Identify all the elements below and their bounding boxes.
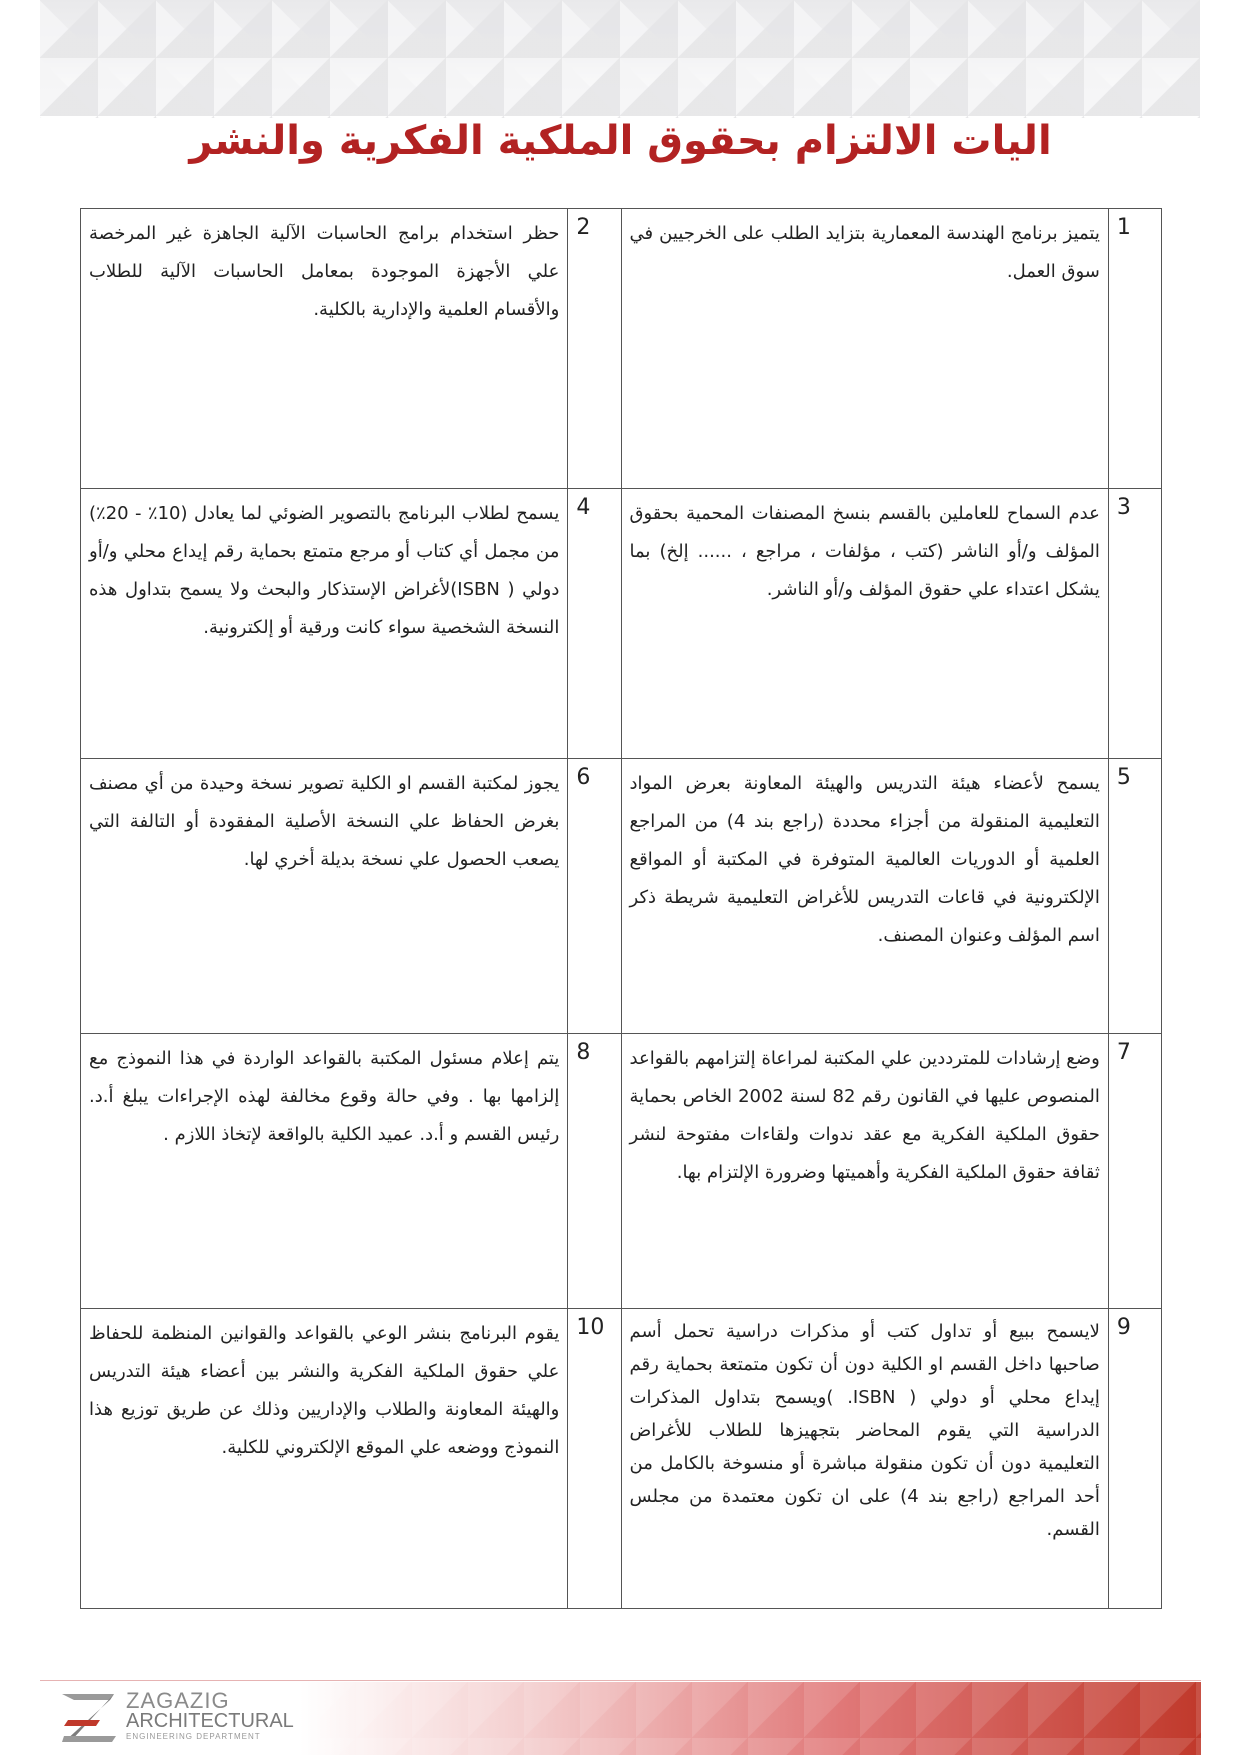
row-text: وضع إرشادات للمترددين علي المكتبة لمراعاة إلتزامهم بالقواعد المنصوص عليها في القانون رقم 82 لسنة 2002 الخاص بحماية حقوق الملكية الفكرية مع عقد ندوات ولقاءات مفتوحة لنشر ثقافة حقوق الملكية الفكرية وأهميتها وضرورة الإلتزام بها. xyxy=(621,1034,1108,1309)
row-text: حظر استخدام برامج الحاسبات الآلية الجاهزة غير المرخصة علي الأجهزة الموجودة بمعامل الحاسبات الآلية للطلاب والأقسام العلمية والإدارية بالكلية. xyxy=(81,209,568,489)
row-number: 5 xyxy=(1108,759,1161,1034)
department-logo xyxy=(60,1688,294,1750)
row-text: يسمح لطلاب البرنامج بالتصوير الضوئي لما يعادل (10٪ - 20٪) من مجمل أي كتاب أو مرجع متمتع بحماية رقم إيداع محلي و/أو دولي ( ISBN)لأغراض الإستذكار والبحث ولا يسمح بتداول هذه النسخة الشخصية سواء كانت ورقية أو إلكترونية. xyxy=(81,489,568,759)
row-text: يجوز لمكتبة القسم او الكلية تصوير نسخة وحيدة من أي مصنف بغرض الحفاظ علي النسخة الأصلية المفقودة أو التالفة التي يصعب الحصول علي نسخة بديلة أخري لها. xyxy=(81,759,568,1034)
row-number: 4 xyxy=(568,489,621,759)
logo-mark-icon xyxy=(60,1690,118,1746)
row-number: 1 xyxy=(1108,209,1161,489)
page-title: اليات الالتزام بحقوق الملكية الفكرية والنشر xyxy=(189,118,1052,164)
row-number: 9 xyxy=(1108,1309,1161,1609)
row-text: يقوم البرنامج بنشر الوعي بالقواعد والقوانين المنظمة للحفاظ علي حقوق الملكية الفكرية والنشر بين أعضاء هيئة التدريس والهيئة المعاونة والطلاب والإداريين وذلك عن طريق توزيع هذا النموذج ووضعه علي الموقع الإلكتروني للكلية. xyxy=(81,1309,568,1609)
row-text: لايسمح ببيع أو تداول كتب أو مذكرات دراسية تحمل أسم صاحبها داخل القسم او الكلية دون أن تكون متمتعة بحماية رقم إيداع محلي أو دولي ( ISBN. )ويسمح بتداول المذكرات الدراسية التي يقوم المحاضر بتجهيزها للطلاب للأغراض التعليمية دون أن تكون منقولة مباشرة أو منسوخة بالكامل من أحد المراجع (راجع بند 4) على ان تكون معتمدة من مجلس القسم. xyxy=(621,1309,1108,1609)
header-pattern xyxy=(40,0,1200,118)
footer-divider xyxy=(40,1680,1201,1681)
row-text: يتم إعلام مسئول المكتبة بالقواعد الواردة في هذا النموذج مع إلزامها بها . وفي حالة وقوع مخالفة لهذه الإجراءات يبلغ أ.د. رئيس القسم و أ.د. عميد الكلية بالواقعة لإتخاذ اللازم . xyxy=(81,1034,568,1309)
table-row xyxy=(81,759,1162,1034)
row-number: 6 xyxy=(568,759,621,1034)
row-text: يسمح لأعضاء هيئة التدريس والهيئة المعاونة بعرض المواد التعليمية المنقولة من أجزاء محددة (راجع بند 4) من المراجع العلمية أو الدوريات العالمية المتوفرة في المكتبة أو المواقع الإلكترونية في قاعات التدريس للأغراض التعليمية شريطة ذكر اسم المؤلف وعنوان المصنف. xyxy=(621,759,1108,1034)
row-number: 2 xyxy=(568,209,621,489)
logo-line2: ARCHITECTURAL xyxy=(126,1710,294,1732)
row-number: 3 xyxy=(1108,489,1161,759)
table-row xyxy=(81,489,1162,759)
logo-line1: ZAGAZIG xyxy=(126,1688,230,1713)
mechanisms-table xyxy=(80,208,1162,1609)
row-number: 8 xyxy=(568,1034,621,1309)
row-text: يتميز برنامج الهندسة المعمارية بتزايد الطلب على الخرجيين في سوق العمل. xyxy=(621,209,1108,489)
logo-line3: ENGINEERING DEPARTMENT xyxy=(126,1732,261,1741)
table-row xyxy=(81,209,1162,489)
footer-pattern xyxy=(300,1682,1201,1755)
row-number: 10 xyxy=(568,1309,621,1609)
row-text: عدم السماح للعاملين بالقسم بنسخ المصنفات المحمية بحقوق المؤلف و/أو الناشر (كتب ، مؤلفات ، مراجع ، ...... إلخ) بما يشكل اعتداء علي حقوق المؤلف و/أو الناشر. xyxy=(621,489,1108,759)
row-number: 7 xyxy=(1108,1034,1161,1309)
table-row xyxy=(81,1309,1162,1609)
table-row xyxy=(81,1034,1162,1309)
